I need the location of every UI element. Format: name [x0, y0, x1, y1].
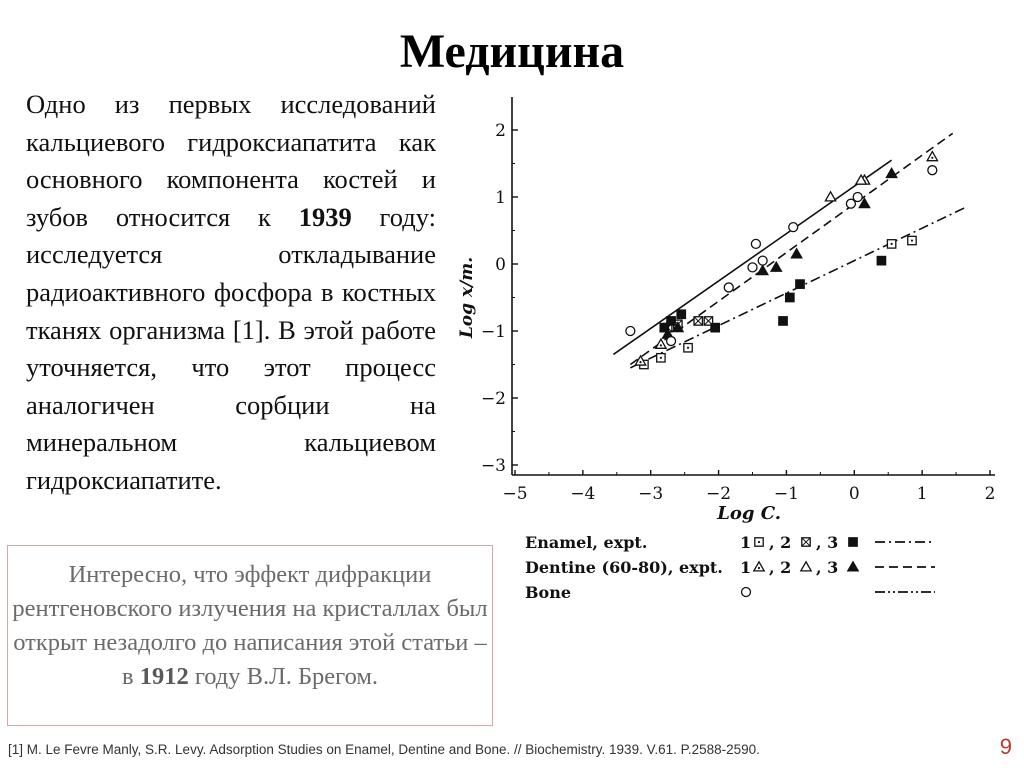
- marker-triangle-dot: [927, 152, 937, 161]
- marker-circle-open: [667, 337, 676, 346]
- marker-shape: [886, 168, 896, 177]
- marker-shape: [724, 283, 733, 292]
- marker-triangle-filled: [848, 562, 858, 571]
- x-tick-label: −5: [502, 484, 528, 504]
- marker-shape: [853, 193, 862, 202]
- marker-dot: [660, 357, 662, 359]
- x-tick-label: 1: [916, 484, 928, 504]
- marker-square-dot: [887, 240, 895, 248]
- legend-label: Dentine (60-80), expt.: [525, 558, 723, 577]
- legend-index: , 3: [816, 533, 839, 552]
- marker-shape: [791, 249, 801, 258]
- marker-shape: [789, 223, 798, 232]
- y-tick-label: 1: [495, 188, 506, 208]
- note-text-end: году В.Л. Брегом.: [188, 663, 379, 690]
- marker-triangle-filled: [757, 266, 767, 275]
- body-paragraph: [26, 86, 436, 500]
- marker-square-dot: [657, 354, 665, 362]
- marker-square-filled: [667, 317, 675, 325]
- marker-shape: [748, 263, 757, 272]
- y-axis-label: Log x/m.: [457, 256, 477, 339]
- x-tick-label: −3: [638, 484, 664, 504]
- x-tick-label: −4: [570, 484, 596, 504]
- marker-shape: [677, 310, 685, 318]
- marker-shape: [928, 166, 937, 175]
- marker-shape: [742, 588, 751, 597]
- legend-index: 1: [740, 558, 752, 577]
- legend-label: Enamel, expt.: [525, 533, 648, 552]
- marker-shape: [849, 538, 857, 546]
- y-tick-label: 0: [495, 255, 506, 275]
- body-text-start: Одно из первых исследований кальциевого гидроксиапатита как основного компонента костей и зубов относится к: [26, 89, 436, 232]
- marker-dot: [931, 157, 933, 159]
- body-year: 1939: [298, 201, 352, 232]
- marker-square-dot: [908, 236, 916, 244]
- marker-circle-open: [789, 223, 798, 232]
- x-axis-label: Log C.: [717, 503, 782, 524]
- y-tick-label: −1: [480, 322, 506, 342]
- marker-circle-open: [748, 263, 757, 272]
- marker-shape: [927, 152, 937, 161]
- note-text-start: Интересно, что эффект дифракции рентгеновского излучения на кристаллах был открыт незадолго до написания этой статьи – в: [12, 561, 488, 690]
- marker-shape: [796, 280, 804, 288]
- marker-square-filled: [877, 256, 885, 264]
- marker-shape: [825, 192, 835, 201]
- y-tick-label: −3: [480, 456, 506, 476]
- marker-square-cross: [802, 538, 810, 546]
- note-text: [8, 558, 492, 694]
- marker-dot: [758, 541, 760, 543]
- marker-square-filled: [711, 323, 719, 331]
- marker-circle-open: [853, 193, 862, 202]
- marker-dot: [758, 567, 760, 569]
- adsorption-chart: [450, 85, 1010, 615]
- x-tick-label: 2: [984, 484, 996, 504]
- fit-line-bone: [613, 160, 891, 354]
- marker-triangle-filled: [771, 262, 781, 271]
- marker-shape: [754, 562, 764, 571]
- marker-dot: [660, 344, 662, 346]
- marker-shape: [758, 256, 767, 265]
- legend-index: , 3: [816, 558, 839, 577]
- marker-square-filled: [677, 310, 685, 318]
- marker-shape: [711, 323, 719, 331]
- marker-circle-open: [928, 166, 937, 175]
- marker-triangle-filled: [886, 168, 896, 177]
- marker-square-filled: [796, 280, 804, 288]
- x-tick-label: −1: [773, 484, 799, 504]
- slide-title: Медицина: [399, 25, 625, 78]
- marker-shape: [626, 327, 635, 336]
- y-tick-label: −2: [480, 389, 506, 409]
- marker-shape: [771, 262, 781, 271]
- marker-circle-open: [742, 588, 751, 597]
- x-tick-label: −2: [706, 484, 732, 504]
- body-text-end: году: исследуется откладывание радиоактивного фосфора в костных тканях организма [1]. В этой работе уточняется, что этот процесс аналогичен сорбции на минеральном кальциевом гидроксиапатите.: [26, 201, 436, 495]
- marker-circle-open: [751, 239, 760, 248]
- marker-shape: [751, 239, 760, 248]
- note-box: [7, 545, 493, 726]
- marker-triangle-dot: [754, 562, 764, 571]
- marker-square-filled: [849, 538, 857, 546]
- marker-square-dot: [755, 538, 763, 546]
- footer-citation: [1] M. Le Fevre Manly, S.R. Levy. Adsorption Studies on Enamel, Dentine and Bone. // Biochemistry. 1939. V.61. P.2588-2590.: [8, 742, 760, 757]
- marker-shape: [848, 562, 858, 571]
- marker-dot: [911, 239, 913, 241]
- marker-shape: [779, 317, 787, 325]
- marker-dot: [891, 243, 893, 245]
- marker-triangle-open: [825, 192, 835, 201]
- note-year: 1912: [139, 663, 189, 690]
- marker-square-filled: [786, 293, 794, 301]
- marker-shape: [801, 562, 811, 571]
- marker-circle-open: [758, 256, 767, 265]
- marker-shape: [667, 337, 676, 346]
- marker-shape: [757, 266, 767, 275]
- legend-index: , 2: [769, 558, 792, 577]
- marker-shape: [877, 256, 885, 264]
- marker-square-dot: [684, 344, 692, 352]
- marker-triangle-open: [801, 562, 811, 571]
- marker-dot: [639, 361, 641, 363]
- legend-index: , 2: [769, 533, 792, 552]
- x-tick-label: 0: [848, 484, 860, 504]
- y-tick-label: 2: [495, 121, 506, 141]
- marker-square-cross: [694, 317, 702, 325]
- marker-shape: [656, 339, 666, 348]
- legend-index: 1: [740, 533, 752, 552]
- page-number: 9: [999, 734, 1012, 759]
- marker-circle-open: [626, 327, 635, 336]
- marker-triangle-filled: [791, 249, 801, 258]
- marker-circle-open: [724, 283, 733, 292]
- marker-square-filled: [779, 317, 787, 325]
- legend-label: Bone: [525, 583, 572, 602]
- marker-dot: [687, 347, 689, 349]
- marker-shape: [667, 317, 675, 325]
- marker-triangle-dot: [656, 339, 666, 348]
- marker-shape: [786, 293, 794, 301]
